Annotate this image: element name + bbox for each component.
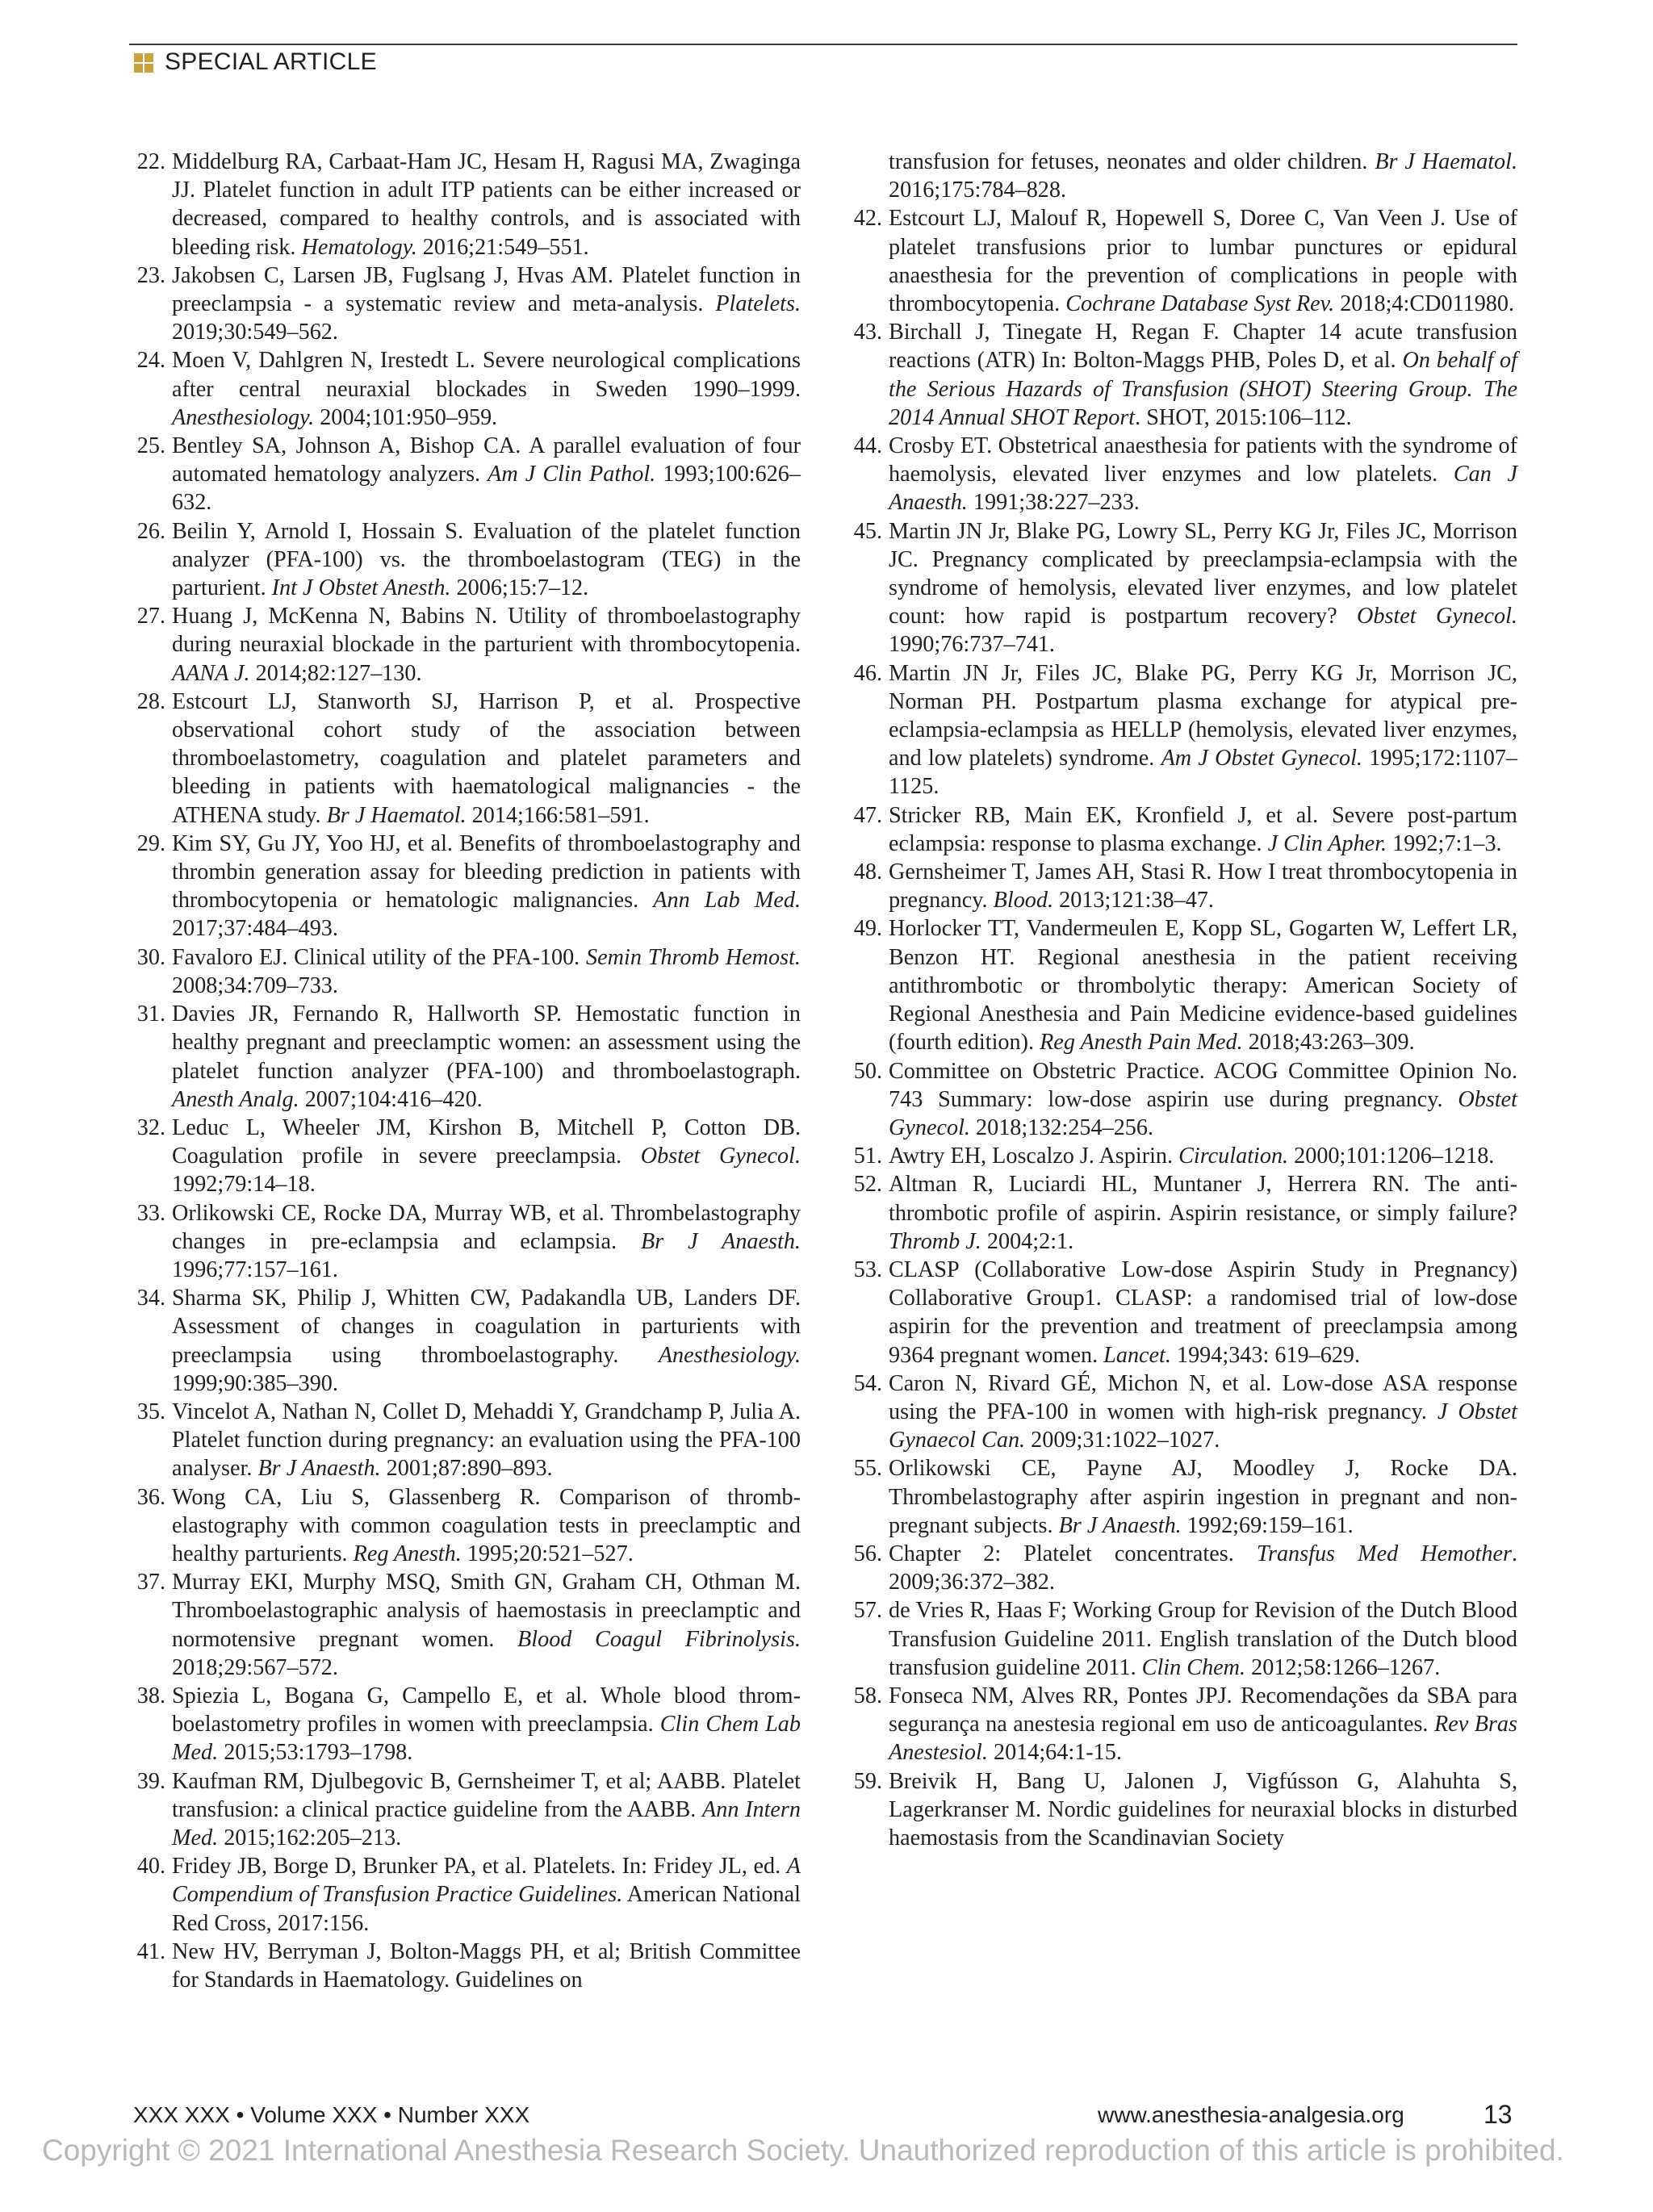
reference-citation: Estcourt LJ, Malouf R, Hopewell S, Doree C, Van Veen J. Use of platelet transfusions prior to lumbar punctures or epidural anaesthesia for the prevention of complications in people with thrombocytopenia. bbox=[889, 206, 1517, 317]
reference-journal: Hematology. bbox=[301, 234, 417, 260]
page-number: 13 bbox=[1484, 2100, 1513, 2129]
reference-text bbox=[172, 1284, 801, 1398]
reference-item bbox=[850, 1142, 1517, 1170]
reference-citation: Huang J, McKenna N, Babins N. Utility of thromboelastography during neuraxial blockade in the parturient with thrombocytopenia. bbox=[172, 604, 801, 658]
reference-text bbox=[172, 1852, 801, 1938]
reference-text bbox=[889, 1540, 1517, 1596]
reference-text bbox=[172, 148, 801, 261]
reference-volume-pages: 2014;82:127–130. bbox=[249, 660, 422, 686]
reference-journal: AANA J. bbox=[172, 660, 250, 686]
reference-citation: Spiezia L, Bogana G, Campello E, et al. Whole blood thromboelastometry profiles in women with preeclampsia. bbox=[172, 1683, 801, 1737]
reference-citation: Beilin Y, Arnold I, Hossain S. Evaluation of the platelet function analyzer (PFA-100) vs. the thromboelastogram (TEG) in the parturient. bbox=[172, 518, 801, 601]
reference-citation: Wong CA, Liu S, Glassenberg R. Comparison of thrombelastography with common coagulation tests in preeclamptic and healthy parturients. bbox=[172, 1484, 801, 1566]
reference-volume-pages: 2004;2:1. bbox=[981, 1228, 1074, 1254]
reference-journal: Am J Obstet Gynecol. bbox=[1161, 746, 1362, 771]
reference-volume-pages: 2009;31:1022–1027. bbox=[1025, 1428, 1220, 1453]
reference-number: 38. bbox=[136, 1683, 165, 1708]
reference-citation: Murray EKI, Murphy MSQ, Smith GN, Graham CH, Othman M. Thromboelastographic analysis of haemostasis in preeclamptic and normotensive pregnant women. bbox=[172, 1570, 801, 1652]
reference-text bbox=[172, 1114, 801, 1199]
reference-journal: Br J Anaesth. bbox=[641, 1228, 801, 1254]
reference-citation: Chapter 2: Platelet concentrates. bbox=[889, 1541, 1257, 1566]
reference-journal: Anesth Analg. bbox=[172, 1086, 299, 1112]
reference-volume-pages: . 2009;36:372–382. bbox=[889, 1541, 1518, 1595]
reference-journal: Int J Obstet Anesth. bbox=[271, 575, 451, 601]
reference-volume-pages: 2000;101:1206–1218. bbox=[1288, 1144, 1495, 1169]
reference-citation: Orlikowski CE, Payne AJ, Moodley J, Rocke DA. Thrombelastography after aspirin ingestion in pregnant and non-pregnant subjects. bbox=[889, 1456, 1517, 1538]
reference-text bbox=[850, 148, 1517, 204]
reference-volume-pages: 2018;4:CD011980. bbox=[1334, 291, 1515, 317]
reference-item bbox=[133, 1568, 801, 1682]
reference-citation: Caron N, Rivard GÉ, Michon N, et al. Low-dose ASA response using the PFA-100 in women with high-risk pregnancy. bbox=[889, 1370, 1517, 1424]
reference-journal: Semin Thromb Hemost. bbox=[586, 944, 801, 970]
reference-journal: Can J Anaesth. bbox=[889, 462, 1517, 516]
reference-number: 58. bbox=[853, 1683, 882, 1708]
reference-volume-pages: American National Red Cross, 2017:156. bbox=[172, 1882, 801, 1936]
reference-journal: Thromb J. bbox=[889, 1228, 981, 1254]
reference-item bbox=[850, 1767, 1517, 1853]
reference-text bbox=[172, 261, 801, 347]
reference-text bbox=[889, 1170, 1517, 1256]
reference-journal: Blood Coagul Fibrinolysis. bbox=[517, 1626, 801, 1652]
journal-url-link[interactable]: www.anesthesia-analgesia.org bbox=[1098, 2102, 1404, 2127]
reference-number: 49. bbox=[853, 916, 882, 942]
reference-text bbox=[172, 1568, 801, 1682]
reference-item bbox=[850, 858, 1517, 914]
reference-item bbox=[133, 148, 801, 261]
reference-citation: Fonseca NM, Alves RR, Pontes JPJ. Recomendações da SBA para segurança na anestesia regional em uso de anticoagulantes. bbox=[889, 1683, 1517, 1737]
reference-number: 33. bbox=[136, 1200, 165, 1226]
reference-number: 27. bbox=[136, 604, 165, 629]
reference-citation: Stricker RB, Main EK, Kronfield J, et al. Severe post-partum eclampsia: response to plasma exchange. bbox=[889, 802, 1517, 856]
reference-citation: Martin JN Jr, Blake PG, Lowry SL, Perry KG Jr, Files JC, Morrison JC. Pregnancy complicated by preeclampsia-eclampsia with the syndrome of hemolysis, elevated liver enzymes, and low platelet count: how rapid is postpartum recovery? bbox=[889, 518, 1517, 629]
reference-journal: Obstet Gynecol. bbox=[1357, 604, 1517, 629]
reference-item bbox=[850, 318, 1517, 432]
reference-journal: Br J Anaesth. bbox=[257, 1456, 381, 1482]
reference-volume-pages: 2014;166:581–591. bbox=[466, 802, 650, 828]
reference-citation: Middelburg RA, Carbaat-Ham JC, Hesam H, Ragusi MA, Zwaginga JJ. Platelet function in adult ITP patients can be either increased or decreased, compared to healthy controls, and is associated with bleeding risk. bbox=[172, 149, 801, 260]
reference-journal: Ann Intern Med. bbox=[172, 1796, 801, 1850]
reference-item bbox=[133, 688, 801, 830]
reference-text bbox=[172, 1938, 801, 1994]
reference-number: 44. bbox=[853, 433, 882, 459]
reference-volume-pages: 2001;87:890–893. bbox=[380, 1456, 553, 1482]
reference-journal: Br J Haematol. bbox=[1375, 149, 1518, 174]
reference-item bbox=[850, 1369, 1517, 1455]
reference-item bbox=[850, 659, 1517, 801]
reference-number: 54. bbox=[853, 1370, 882, 1396]
reference-text bbox=[172, 1199, 801, 1285]
reference-number: 46. bbox=[853, 660, 882, 686]
reference-text bbox=[889, 432, 1517, 517]
header-rule bbox=[129, 44, 1517, 45]
reference-journal: Br J Haematol. bbox=[326, 802, 467, 828]
reference-citation: Favaloro EJ. Clinical utility of the PFA-100. bbox=[172, 944, 587, 970]
reference-number: 34. bbox=[136, 1286, 165, 1311]
reference-citation: Davies JR, Fernando R, Hallworth SP. Hemostatic function in healthy pregnant and preeclamptic women: an assessment using the platelet function analyzer (PFA-100) and thromboelastograph. bbox=[172, 1001, 801, 1084]
reference-citation: Horlocker TT, Vandermeulen E, Kopp SL, Gogarten W, Leffert LR, Benzon HT. Regional anesthesia in the patient receiving antithrombotic or thrombolytic therapy: American Society of Regional Anesthesia and Pain Medicine evidence-based guidelines (fourth edition). bbox=[889, 916, 1517, 1056]
references-left-column bbox=[133, 148, 801, 1994]
reference-citation: Sharma SK, Philip J, Whitten CW, Padakandla UB, Landers DF. Assessment of changes in coagulation in parturients with preeclampsia using thromboelastography. bbox=[172, 1286, 801, 1368]
reference-citation: Breivik H, Bang U, Jalonen J, Vigfússon G, Alahuhta S, Lagerkranser M. Nordic guidelines for neuraxial blocks in disturbed haemostasis from the Scandinavian Society bbox=[889, 1768, 1517, 1850]
reference-journal: Cochrane Database Syst Rev. bbox=[1065, 291, 1335, 317]
reference-number: 55. bbox=[853, 1456, 882, 1482]
reference-citation: Fridey JB, Borge D, Brunker PA, et al. Platelets. In: Fridey JL, ed. bbox=[172, 1854, 787, 1880]
reference-item bbox=[850, 1057, 1517, 1143]
reference-item bbox=[133, 517, 801, 603]
reference-text bbox=[889, 1767, 1517, 1853]
reference-text bbox=[889, 1682, 1517, 1767]
reference-number: 42. bbox=[853, 206, 882, 232]
reference-number: 29. bbox=[136, 830, 165, 856]
reference-volume-pages: 2015;53:1793–1798. bbox=[218, 1740, 413, 1766]
reference-journal: Obstet Gynecol. bbox=[640, 1144, 801, 1169]
reference-number: 57. bbox=[853, 1598, 882, 1624]
reference-number: 56. bbox=[853, 1541, 882, 1566]
reference-item bbox=[133, 1938, 801, 1994]
reference-text bbox=[172, 517, 801, 603]
reference-text bbox=[889, 204, 1517, 318]
reference-volume-pages: 2015;162:205–213. bbox=[218, 1825, 402, 1850]
reference-number: 30. bbox=[136, 944, 165, 970]
reference-item bbox=[133, 1483, 801, 1569]
reference-item bbox=[133, 602, 801, 688]
reference-text bbox=[172, 1398, 801, 1483]
reference-journal: Blood. bbox=[993, 888, 1054, 914]
reference-volume-pages: 2013;121:38–47. bbox=[1053, 888, 1214, 914]
reference-volume-pages: 1994;343: 619–629. bbox=[1170, 1342, 1361, 1368]
reference-text bbox=[889, 858, 1517, 914]
reference-volume-pages: 2019;30:549–562. bbox=[172, 320, 338, 345]
reference-number: 47. bbox=[853, 802, 882, 828]
reference-citation: Leduc L, Wheeler JM, Kirshon B, Mitchell P, Cotton DB. Coagulation profile in severe preeclampsia. bbox=[172, 1114, 801, 1169]
reference-text bbox=[889, 1454, 1517, 1540]
reference-item bbox=[133, 1284, 801, 1398]
reference-number: 24. bbox=[136, 348, 165, 374]
reference-volume-pages: 1992;7:1–3. bbox=[1387, 830, 1502, 856]
reference-citation: Crosby ET. Obstetrical anaesthesia for patients with the syndrome of haemolysis, elevated liver enzymes and low platelets. bbox=[889, 433, 1517, 487]
reference-text bbox=[889, 659, 1517, 801]
reference-item bbox=[850, 1454, 1517, 1540]
reference-text bbox=[172, 602, 801, 688]
reference-journal: J Obstet Gynaecol Can. bbox=[889, 1399, 1517, 1453]
reference-journal: J Clin Apher. bbox=[1267, 830, 1387, 856]
reference-journal: Br J Anaesth. bbox=[1058, 1512, 1182, 1538]
reference-text bbox=[889, 1057, 1517, 1143]
reference-volume-pages: 2016;175:784–828. bbox=[889, 178, 1067, 203]
reference-item bbox=[850, 517, 1517, 659]
reference-journal: Platelets. bbox=[715, 291, 801, 317]
reference-text bbox=[889, 517, 1517, 659]
reference-item bbox=[133, 1199, 801, 1285]
reference-number: 52. bbox=[853, 1172, 882, 1198]
reference-item bbox=[850, 148, 1517, 204]
reference-volume-pages: 1991;38:227–233. bbox=[967, 490, 1140, 516]
reference-volume-pages: 2018;29:567–572. bbox=[172, 1654, 338, 1680]
section-marker-icon bbox=[134, 53, 153, 73]
reference-number: 41. bbox=[136, 1938, 165, 1964]
reference-number: 39. bbox=[136, 1768, 165, 1794]
reference-citation: Kim SY, Gu JY, Yoo HJ, et al. Benefits of thromboelastography and thrombin generation assay for bleeding prediction in patients with thrombocytopenia or hematologic malignancies. bbox=[172, 830, 801, 914]
reference-citation: Committee on Obstetric Practice. ACOG Committee Opinion No. 743 Summary: low-dose aspirin use during pregnancy. bbox=[889, 1058, 1517, 1112]
reference-number: 48. bbox=[853, 859, 882, 885]
reference-citation: Gernsheimer T, James AH, Stasi R. How I treat thrombocytopenia in pregnancy. bbox=[889, 859, 1517, 914]
reference-number: 59. bbox=[853, 1768, 882, 1794]
reference-item bbox=[850, 1170, 1517, 1256]
reference-text bbox=[172, 432, 801, 517]
reference-citation: Kaufman RM, Djulbegovic B, Gernsheimer T, et al; AABB. Platelet transfusion: a clinical practice guideline from the AABB. bbox=[172, 1768, 801, 1822]
reference-item bbox=[133, 1000, 801, 1114]
reference-number: 43. bbox=[853, 320, 882, 345]
reference-volume-pages: 2014;64:1-15. bbox=[987, 1740, 1122, 1766]
reference-citation: Vincelot A, Nathan N, Collet D, Mehaddi Y, Grandchamp P, Julia A. Platelet function during pregnancy: an evaluation using the PFA-100 analyser. bbox=[172, 1399, 801, 1482]
reference-item bbox=[133, 1852, 801, 1938]
reference-citation: CLASP (Collaborative Low-dose Aspirin Study in Pregnancy) Collaborative Group1. CLASP: a randomised trial of low-dose aspirin for the prevention and treatment of preeclampsia among 9364 pregnant women. bbox=[889, 1257, 1517, 1368]
reference-volume-pages: 1995;172:1107–1125. bbox=[889, 746, 1517, 800]
reference-citation: Bentley SA, Johnson A, Bishop CA. A parallel evaluation of four automated hematology analyzers. bbox=[172, 433, 801, 487]
reference-citation: Jakobsen C, Larsen JB, Fuglsang J, Hvas AM. Platelet function in preeclampsia - a systematic review and meta-analysis. bbox=[172, 262, 801, 317]
reference-item bbox=[133, 1682, 801, 1767]
reference-journal: A Compendium of Transfusion Practice Guidelines. bbox=[172, 1854, 801, 1908]
reference-volume-pages: 2018;43:263–309. bbox=[1242, 1030, 1415, 1056]
reference-volume-pages: 2012;58:1266–1267. bbox=[1245, 1654, 1441, 1680]
reference-citation: Estcourt LJ, Stanworth SJ, Harrison P, et al. Prospective observational cohort study of the association between thromboelastometry, coagulation and platelet parameters and bleeding in patients with haematological malignancies - the ATHENA study. bbox=[172, 688, 801, 828]
reference-volume-pages: 2018;132:254–256. bbox=[969, 1114, 1154, 1140]
reference-journal: Clin Chem. bbox=[1141, 1654, 1246, 1680]
reference-citation: Orlikowski CE, Rocke DA, Murray WB, et al. Thrombelastography changes in pre-eclampsia and eclampsia. bbox=[172, 1200, 801, 1254]
reference-item bbox=[133, 1767, 801, 1853]
reference-item bbox=[850, 1540, 1517, 1596]
reference-item bbox=[850, 1682, 1517, 1767]
reference-text bbox=[889, 1142, 1517, 1170]
reference-journal: Reg Anesth Pain Med. bbox=[1040, 1030, 1243, 1056]
reference-volume-pages: 1999;90:385–390. bbox=[172, 1370, 338, 1396]
reference-text bbox=[172, 1000, 801, 1114]
reference-text bbox=[889, 914, 1517, 1056]
reference-text bbox=[889, 318, 1517, 432]
reference-volume-pages: 2004;101:950–959. bbox=[314, 404, 498, 430]
reference-item bbox=[133, 1114, 801, 1199]
reference-volume-pages: 1990;76:737–741. bbox=[889, 632, 1055, 658]
reference-number: 35. bbox=[136, 1399, 165, 1424]
reference-volume-pages: 1993;100:626–632. bbox=[172, 462, 801, 516]
reference-text bbox=[172, 1483, 801, 1569]
reference-citation: New HV, Berryman J, Bolton-Maggs PH, et al; British Committee for Standards in Haematology. Guidelines on bbox=[172, 1938, 801, 1992]
references-right-column bbox=[850, 148, 1517, 1852]
reference-item bbox=[133, 1398, 801, 1483]
reference-citation: transfusion for fetuses, neonates and older children. bbox=[889, 149, 1375, 174]
reference-item bbox=[850, 204, 1517, 318]
reference-item bbox=[850, 1256, 1517, 1369]
reference-journal: Ann Lab Med. bbox=[653, 888, 801, 914]
reference-text bbox=[889, 801, 1517, 858]
journal-issue-info: XXX XXX • Volume XXX • Number XXX bbox=[133, 2102, 530, 2127]
reference-item bbox=[133, 432, 801, 517]
reference-citation: de Vries R, Haas F; Working Group for Revision of the Dutch Blood Transfusion Guideline 2011. English translation of the Dutch blood transfusion guideline 2011. bbox=[889, 1598, 1517, 1680]
reference-journal: Clin Chem Lab Med. bbox=[172, 1712, 801, 1766]
reference-volume-pages: 2017;37:484–493. bbox=[172, 916, 338, 942]
reference-journal: Obstet Gynecol. bbox=[889, 1086, 1517, 1140]
reference-item bbox=[850, 914, 1517, 1056]
reference-journal: Anesthesiology. bbox=[658, 1342, 801, 1368]
reference-number: 45. bbox=[853, 518, 882, 544]
reference-number: 37. bbox=[136, 1570, 165, 1595]
reference-text bbox=[172, 1767, 801, 1853]
reference-volume-pages: 2008;34:709–733. bbox=[172, 972, 338, 998]
reference-text bbox=[889, 1369, 1517, 1455]
reference-text bbox=[172, 346, 801, 432]
reference-volume-pages: 1995;20:521–527. bbox=[461, 1541, 634, 1566]
reference-text bbox=[172, 943, 801, 1000]
reference-volume-pages: . SHOT, 2015:106–112. bbox=[1135, 404, 1352, 430]
reference-journal: On behalf of the Serious Hazards of Transfusion (SHOT) Steering Group. The 2014 Annual SHOT Report bbox=[889, 348, 1517, 430]
reference-number: 50. bbox=[853, 1058, 882, 1084]
reference-journal: Circulation. bbox=[1178, 1144, 1289, 1169]
reference-item bbox=[850, 1596, 1517, 1682]
reference-volume-pages: 1992;69:159–161. bbox=[1181, 1512, 1354, 1538]
reference-journal: Am J Clin Pathol. bbox=[488, 462, 656, 487]
reference-volume-pages: 2007;104:416–420. bbox=[299, 1086, 483, 1112]
reference-journal: Reg Anesth. bbox=[353, 1541, 462, 1566]
reference-number: 51. bbox=[853, 1144, 882, 1169]
section-label: SPECIAL ARTICLE bbox=[165, 48, 377, 75]
reference-item bbox=[133, 943, 801, 1000]
reference-item bbox=[850, 432, 1517, 517]
reference-item bbox=[133, 346, 801, 432]
reference-volume-pages: 2006;15:7–12. bbox=[450, 575, 589, 601]
reference-text bbox=[889, 1596, 1517, 1682]
reference-number: 36. bbox=[136, 1484, 165, 1510]
reference-item bbox=[133, 261, 801, 347]
reference-citation: Moen V, Dahlgren N, Irestedt L. Severe neurological complications after central neuraxial blockades in Sweden 1990–1999. bbox=[172, 348, 801, 402]
reference-number: 25. bbox=[136, 433, 165, 459]
reference-journal: Anesthesiology. bbox=[172, 404, 315, 430]
reference-citation: Awtry EH, Loscalzo J. Aspirin. bbox=[889, 1144, 1179, 1169]
reference-text bbox=[889, 1256, 1517, 1369]
reference-citation: Martin JN Jr, Files JC, Blake PG, Perry KG Jr, Morrison JC, Norman PH. Postpartum plasma exchange for atypical preeclampsia-eclampsia as HELLP (hemolysis, elevated liver enzymes, and low platelets) syndrome. bbox=[889, 660, 1517, 771]
reference-number: 22. bbox=[136, 149, 165, 174]
reference-volume-pages: 1996;77:157–161. bbox=[172, 1257, 338, 1282]
copyright-notice: Copyright © 2021 International Anesthesia Research Society. Unauthorized reproduction of this article is prohibited. bbox=[42, 2134, 1564, 2167]
reference-number: 26. bbox=[136, 518, 165, 544]
reference-citation: Altman R, Luciardi HL, Muntaner J, Herrera RN. The antithrombotic profile of aspirin. Aspirin resistance, or simply failure? bbox=[889, 1172, 1517, 1226]
reference-number: 53. bbox=[853, 1257, 882, 1282]
reference-number: 32. bbox=[136, 1114, 165, 1140]
reference-journal: Transfus Med Hemother bbox=[1256, 1541, 1512, 1566]
reference-citation: Birchall J, Tinegate H, Regan F. Chapter 14 acute transfusion reactions (ATR) In: Bolton-Maggs PHB, Poles D, et al. bbox=[889, 320, 1517, 374]
reference-journal: Rev Bras Anestesiol. bbox=[889, 1712, 1517, 1766]
reference-journal: Lancet. bbox=[1103, 1342, 1171, 1368]
reference-text bbox=[172, 688, 801, 830]
reference-text bbox=[172, 1682, 801, 1767]
reference-volume-pages: 1992;79:14–18. bbox=[172, 1172, 316, 1198]
reference-number: 28. bbox=[136, 688, 165, 714]
reference-number: 23. bbox=[136, 262, 165, 288]
reference-volume-pages: 2016;21:549–551. bbox=[416, 234, 589, 260]
reference-text bbox=[172, 830, 801, 943]
reference-number: 40. bbox=[136, 1854, 165, 1880]
reference-item bbox=[133, 830, 801, 943]
reference-item bbox=[850, 801, 1517, 858]
reference-number: 31. bbox=[136, 1001, 165, 1027]
